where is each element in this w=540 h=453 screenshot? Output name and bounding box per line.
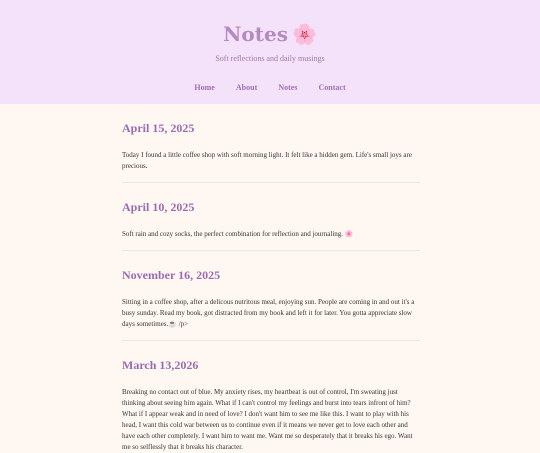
post-list xyxy=(122,104,420,453)
nav-home[interactable]: Home xyxy=(194,83,215,92)
post-body: Today I found a little coffee shop with soft morning light. It felt like a hidden gem. Life's small joys are precious. xyxy=(122,151,412,170)
post-body: Breaking no contact out of blue. My anxiety rises, my heartbeat is out of control, I'm sweating just thinking about seeing him again. What if I can't control my feelings and burst into tears infront of him? What if I appear weak and in need of love? I don't want him to see me like this. I want to play with his head, I want this cold war between us to continue even if it means we never get to love each other and have each other completely. I want him to want me. Want me so desperately that it breaks his ego. Want me so selflessly that it breaks his character. xyxy=(122,388,413,451)
nav-contact[interactable]: Contact xyxy=(318,83,346,92)
post xyxy=(122,267,420,341)
post-divider xyxy=(122,250,420,251)
post-divider xyxy=(122,182,420,183)
nav-about[interactable]: About xyxy=(235,83,258,92)
site-title[interactable] xyxy=(0,20,540,48)
post xyxy=(122,199,420,251)
site-tagline: Soft reflections and daily musings xyxy=(215,54,325,63)
cherry-blossom-icon: 🌸 xyxy=(291,22,317,46)
post-date: November 16, 2025 xyxy=(122,268,221,282)
nav-notes[interactable]: Notes xyxy=(278,83,298,92)
post-body: Soft rain and cozy socks, the perfect combination for reflection and journaling. 🌸 xyxy=(122,230,354,238)
post-date: April 15, 2025 xyxy=(122,121,195,135)
post-date: March 13,2026 xyxy=(122,358,199,372)
post-divider xyxy=(122,340,420,341)
post xyxy=(122,120,420,183)
site-title-text: Notes xyxy=(223,22,288,46)
post xyxy=(122,357,420,453)
main-nav xyxy=(0,75,540,94)
post-date: April 10, 2025 xyxy=(122,200,195,214)
site-header xyxy=(0,0,540,104)
post-body: Sitting in a coffee shop, after a delicous nutritous meal, enjoying sun. People are coming in and out it's a busy sunday. Read my book, got distracted from my book and left it for later. You gotta appreciate slow days sometimes.☕ /p> xyxy=(122,298,415,328)
